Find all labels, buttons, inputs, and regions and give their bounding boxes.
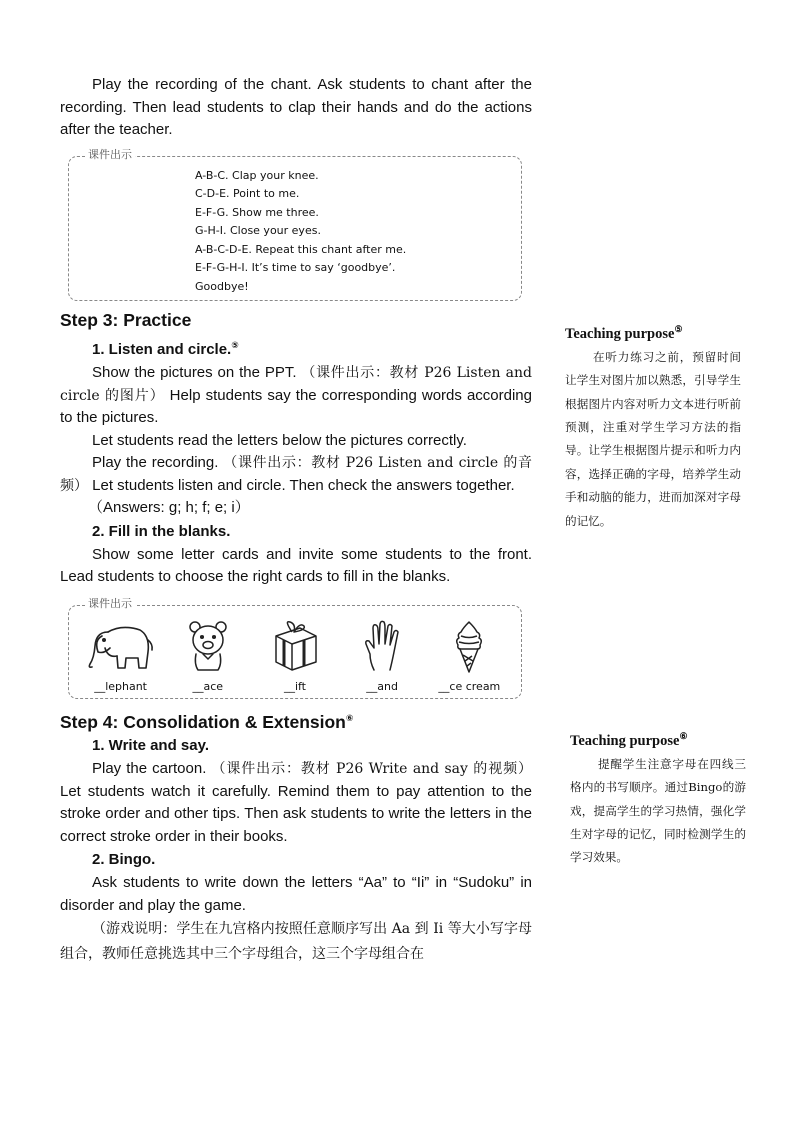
courseware-note: （课件出示：教材 P26 Write and say 的视频） [211, 761, 533, 778]
footnote-mark: ⑥ [679, 731, 688, 741]
chant-text [69, 157, 521, 301]
elephant-icon [86, 618, 156, 674]
picture-label: __and [366, 679, 398, 693]
picture-card [168, 618, 248, 694]
text: Show the pictures on the PPT. [92, 364, 302, 381]
teaching-purpose-sidebar-1 [565, 324, 741, 533]
step4-heading [60, 705, 532, 735]
title-text: Teaching purpose [570, 732, 680, 749]
courseware-note: （课件出示：教材 P26 Listen and circle 的音频） [60, 455, 532, 494]
picture-card [255, 618, 335, 694]
pictures-courseware-box [68, 596, 522, 699]
step3-paragraph-4: Show some letter cards and invite some students to the front. Lead students to choose the right cards to fill in the blanks. [60, 545, 532, 585]
text: Let students listen and circle. Then check the answers together. [88, 476, 515, 494]
step3-paragraph-3 [60, 452, 532, 497]
chant-line: G-H-I. Close your eyes. [195, 224, 321, 237]
intro-paragraph: Play the recording of the chant. Ask students to chant after the recording. Then lead students to clap their hands and do the actions after the teacher. [60, 76, 532, 138]
courseware-label: 课件出示 [85, 597, 135, 611]
courseware-note: （课件出示：教材 P26 Listen and circle 的图片） [60, 365, 533, 404]
text: Play the cartoon. [92, 760, 212, 778]
picture-card [342, 618, 422, 694]
answers-line: （Answers: g; h; f; e; i） [88, 499, 250, 516]
chant-line: A-B-C-D-E. Repeat this chant after me. [195, 242, 407, 256]
step4-subheading-2: 2. Bingo. [92, 851, 156, 869]
heading-text: Step 4: Consolidation & Extension [60, 711, 346, 732]
step3-subheading-1 [60, 333, 532, 362]
chant-line: E-F-G-H-I. It’s time to say ‘goodbye’. [195, 261, 396, 274]
courseware-label: 课件出示 [85, 148, 135, 162]
sub-title: 1. Listen and circle. [92, 341, 232, 358]
picture-card [429, 618, 509, 694]
hand-icon [362, 618, 402, 674]
sidebar-title [570, 731, 746, 750]
chant-line: A-B-C. Clap your knee. [195, 168, 319, 182]
picture-label: __ace [192, 679, 224, 693]
chant-line: Goodbye! [195, 279, 249, 293]
picture-card [81, 618, 161, 694]
main-column [60, 74, 532, 967]
text: Play the recording. [92, 454, 224, 471]
footnote-mark: ⑥ [345, 712, 354, 723]
chant-line: C-D-E. Point to me. [195, 187, 300, 200]
sidebar-text: 提醒学生注意字母在四线三格内的书写顺序。通过Bingo的游戏，提高学生的学习热情，强化学生对字母的记忆，同时检测学生的学习效果。 [570, 756, 746, 865]
bear-face-icon [186, 618, 230, 674]
picture-label: __ce cream [438, 679, 501, 693]
step3-heading: Step 3: Practice [60, 310, 192, 330]
step4-paragraph-2: Ask students to write down the letters “Aa” to “Ii” in “Sudoku” in disorder and play the game. [60, 874, 532, 914]
picture-label: __lephant [94, 679, 147, 693]
step4-paragraph-1 [60, 758, 532, 848]
step4-paragraph-3: （游戏说明：学生在九宫格内按照任意顺序写出 Aa 到 Ii 等大小写字母组合，教师任意挑选其中三个字母组合，这三个字母组合在 [60, 921, 532, 963]
picture-row [69, 606, 521, 698]
footnote-mark: ⑤ [231, 340, 239, 350]
chant-line: E-F-G. Show me three. [195, 205, 319, 219]
ice-cream-icon [451, 618, 487, 674]
step3-subheading-2: 2. Fill in the blanks. [92, 522, 231, 540]
step3-paragraph-1 [60, 362, 532, 430]
footnote-mark: ⑤ [674, 324, 683, 334]
sidebar-title [565, 324, 741, 343]
text: Help students say the corresponding words according to the pictures. [60, 386, 532, 426]
text: Let students watch it carefully. Remind them to pay attention to the stroke order and other tips. Then ask students to write the letters in the correct stroke order in their books. [60, 782, 532, 845]
title-text: Teaching purpose [565, 325, 675, 342]
teaching-purpose-sidebar-2 [570, 731, 746, 870]
gift-icon [270, 618, 320, 674]
sidebar-text: 在听力练习之前，预留时间让学生对图片加以熟悉，引导学生根据图片内容对听力文本进行听前预测，注重对学生学习方法的指导。让学生根据图片提示和听力内容，选择正确的字母，培养学生动手和动脑的能力，进而加深对字母的记忆。 [565, 349, 741, 528]
chant-courseware-box [68, 147, 522, 302]
picture-label: __ift [283, 679, 306, 693]
step3-paragraph-2: Let students read the letters below the pictures correctly. [92, 431, 467, 449]
step4-subheading-1: 1. Write and say. [92, 737, 209, 755]
